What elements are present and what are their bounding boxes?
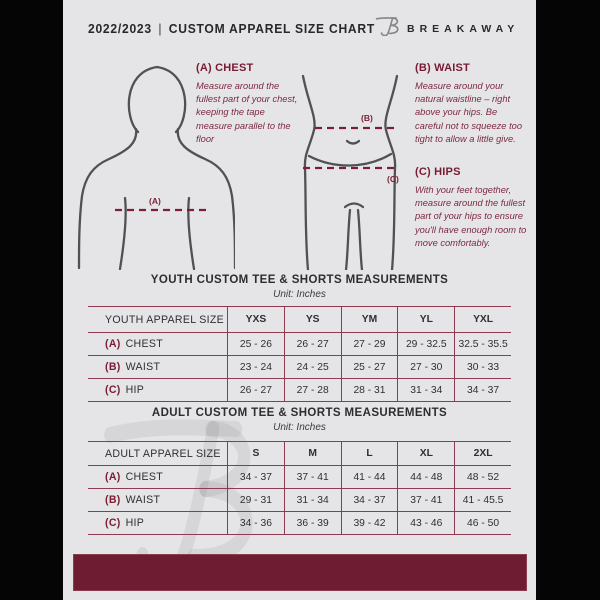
adult-section-title: ADULT CUSTOM TEE & SHORTS MEASUREMENTS <box>151 407 448 419</box>
size-col-header: YM <box>341 307 398 332</box>
adult-unit-label: Unit: Inches <box>273 422 326 433</box>
cell-value: 34 - 37 <box>227 466 284 488</box>
size-col-header: YS <box>284 307 341 332</box>
hips-guide-heading: (C) HIPS <box>415 166 461 178</box>
title-text: CUSTOM APPAREL SIZE CHART <box>168 21 376 36</box>
row-label-text: CHEST <box>125 471 164 483</box>
page-title <box>88 21 375 36</box>
row-label-text: HIP <box>125 517 145 529</box>
cell-value: 26 - 27 <box>284 333 341 355</box>
size-col-header: YXS <box>227 307 284 332</box>
cell-value: 34 - 37 <box>454 379 511 401</box>
row-label-text: HIP <box>125 384 145 396</box>
row-label <box>88 333 227 355</box>
title-divider: | <box>158 21 163 36</box>
cell-value: 26 - 27 <box>227 379 284 401</box>
cell-value: 36 - 39 <box>284 512 341 534</box>
size-col-header: YL <box>397 307 454 332</box>
cell-value: 29 - 31 <box>227 489 284 511</box>
youth-header-label: YOUTH APPAREL SIZE <box>105 313 225 326</box>
left-shoulder-arm <box>79 129 136 268</box>
waist-guide <box>415 62 525 146</box>
row-label <box>88 512 227 534</box>
adult-header-row <box>88 441 511 465</box>
size-col-header: 2XL <box>454 442 511 465</box>
brand-name: BREAKAWAY <box>407 23 520 35</box>
cell-value: 27 - 28 <box>284 379 341 401</box>
waist-marker-label: (B) <box>361 113 373 123</box>
adult-chest-row <box>88 465 511 488</box>
row-label-text: WAIST <box>125 361 161 373</box>
adult-waist-row <box>88 488 511 511</box>
cell-value: 31 - 34 <box>284 489 341 511</box>
hip-crease <box>309 154 391 166</box>
cell-value: 31 - 34 <box>397 379 454 401</box>
right-body-outline <box>385 76 397 270</box>
chest-marker-label: (A) <box>149 196 161 206</box>
cell-value: 46 - 50 <box>454 512 511 534</box>
left-inner-arm <box>120 198 126 269</box>
cell-value: 30 - 33 <box>454 356 511 378</box>
cell-value: 27 - 30 <box>397 356 454 378</box>
cell-value: 44 - 48 <box>397 466 454 488</box>
cell-value: 37 - 41 <box>284 466 341 488</box>
youth-header-row <box>88 306 511 332</box>
row-label <box>88 356 227 378</box>
hip-marker-label: (C) <box>387 174 399 184</box>
cell-value: 37 - 41 <box>397 489 454 511</box>
youth-waist-row <box>88 355 511 378</box>
row-label-prefix: (C) <box>105 517 121 529</box>
youth-section-title: YOUTH CUSTOM TEE & SHORTS MEASUREMENTS <box>150 274 449 286</box>
waist-guide-text: Measure around your natural waistline – right above your hips. Be careful not to squeeze too tight to allow a little give. <box>415 81 522 144</box>
title-year: 2022/2023 <box>88 21 152 36</box>
adult-hip-row <box>88 511 511 535</box>
right-inner-arm <box>188 198 194 269</box>
chest-guide-text: Measure around the fullest part of your chest, keeping the tape measure parallel to the floor <box>196 81 298 144</box>
row-label-prefix: (B) <box>105 361 121 373</box>
youth-unit-label: Unit: Inches <box>273 289 326 300</box>
row-label-text: WAIST <box>125 494 161 506</box>
crotch-curve <box>345 204 363 208</box>
cell-value: 34 - 36 <box>227 512 284 534</box>
right-shoulder-arm <box>178 129 235 268</box>
size-col-header: M <box>284 442 341 465</box>
youth-size-table <box>88 306 511 402</box>
right-inner-leg <box>358 210 362 270</box>
adult-header-label: ADULT APPAREL SIZE <box>105 447 221 460</box>
cell-value: 32.5 - 35.5 <box>454 333 511 355</box>
footer-accent-bar <box>73 554 527 591</box>
row-label <box>88 466 227 488</box>
hips-guide <box>415 166 527 250</box>
cell-value: 34 - 37 <box>341 489 398 511</box>
youth-chest-row <box>88 332 511 355</box>
hips-guide-text: With your feet together, measure around the fullest part of your hips to ensure you'll have enough room to move comfortably. <box>415 185 527 248</box>
size-chart-page <box>63 0 536 600</box>
cell-value: 25 - 26 <box>227 333 284 355</box>
row-label <box>88 489 227 511</box>
row-label-text: CHEST <box>125 338 164 350</box>
cell-value: 27 - 29 <box>341 333 398 355</box>
size-col-header: YXL <box>454 307 511 332</box>
lower-body-figure <box>290 58 410 270</box>
head-outline <box>129 67 185 132</box>
size-col-header: L <box>341 442 398 465</box>
cell-value: 28 - 31 <box>341 379 398 401</box>
chest-guide <box>196 62 299 146</box>
row-label-prefix: (C) <box>105 384 121 396</box>
cell-value: 41 - 44 <box>341 466 398 488</box>
navel <box>347 141 359 144</box>
cell-value: 39 - 42 <box>341 512 398 534</box>
youth-hip-row <box>88 378 511 402</box>
left-inner-leg <box>346 210 350 270</box>
cell-value: 43 - 46 <box>397 512 454 534</box>
cell-value: 48 - 52 <box>454 466 511 488</box>
row-label-prefix: (A) <box>105 471 121 483</box>
cell-value: 23 - 24 <box>227 356 284 378</box>
adult-size-table <box>88 441 511 535</box>
size-col-header: XL <box>397 442 454 465</box>
chest-guide-heading: (A) CHEST <box>196 62 254 74</box>
cell-value: 25 - 27 <box>341 356 398 378</box>
cell-value: 41 - 45.5 <box>454 489 511 511</box>
size-col-header: S <box>227 442 284 465</box>
row-label-prefix: (B) <box>105 494 121 506</box>
cell-value: 29 - 32.5 <box>397 333 454 355</box>
row-label <box>88 379 227 401</box>
row-label-prefix: (A) <box>105 338 121 350</box>
breakaway-logo-icon <box>375 15 402 36</box>
left-body-outline <box>303 76 315 270</box>
waist-guide-heading: (B) WAIST <box>415 62 470 74</box>
cell-value: 24 - 25 <box>284 356 341 378</box>
